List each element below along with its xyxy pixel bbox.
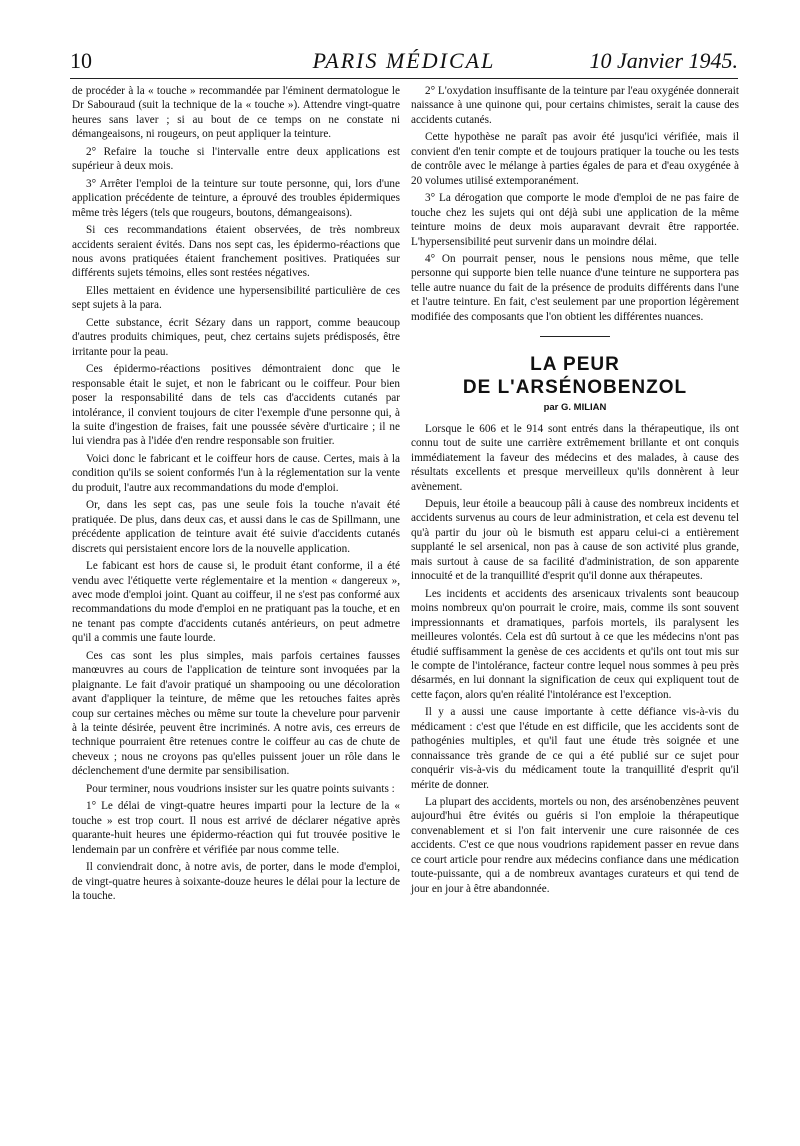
paragraph: Il conviendrait donc, à notre avis, de porter, dans le mode d'emploi, de vingt-quatre heures à soixante-douze heures le délai pour la lecture de la touche. [72, 861, 400, 903]
paragraph: 2° Refaire la touche si l'intervalle entre deux applications est supérieur à deux mois. [72, 145, 400, 173]
paragraph: 4° On pourrait penser, nous le pensions nous même, que telle personne qui supporte bien telle nuance d'une teinture ne supportera pas telle autre nuance du fait de la présence de produits différents dans l'une et l'autre teinture. En fait, c'est seulement par une proportion légèrement modifiée des composants que l'on obtient les différentes nuances. [411, 252, 739, 323]
paragraph: Cette substance, écrit Sézary dans un rapport, comme beaucoup d'autres produits chimiques, peut, chez certains sujets prédisposés, être irritante pour la peau. [72, 316, 400, 358]
paragraph: Le fabicant est hors de cause si, le produit étant conforme, il a été vendu avec l'étiquette verte réglementaire et la mention « dangereux », avec mode d'emploi joint. Quant au coiffeur, il ne s'est pas conformé aux recommandations du mode d'emploi en ne pratiquant pas la touche, et en ne tenant pas compte d'accidents cutanés antérieurs, on peut admetre qu'il a commis une faute lourde. [72, 560, 400, 645]
paragraph: La plupart des accidents, mortels ou non, des arsénobenzènes peuvent aujourd'hui être évités ou guéris si l'on emploie la thérapeutique convenablement et si l'on fait intervenir une cure raisonnée de ces accidents. C'est ce que nous voudrions rapidement passer en revue dans ce court article pour rendre aux médecins confiance dans une médication toute-puissante, qui a de nombreux avantages curateurs et qui tend de jour en jour à être abandonnée. [411, 796, 739, 895]
issue-date: 10 Janvier 1945. [589, 48, 738, 73]
article-byline: par G. MILIAN [543, 402, 607, 414]
paragraph: 1° Le délai de vingt-quatre heures imparti pour la lecture de la « touche » est trop court. Il nous est arrivé de déclarer négative après quarante-huit heures une épidermo-réaction qui fut trouvée positive le lendemain par un confrère et vérifiée par nous comme telle. [72, 800, 400, 856]
paragraph: Si ces recommandations étaient observées, de très nombreux accidents seraient évités. Dans nos sept cas, les épidermo-réactions que nous avons pratiquées étaient franchement positives. Pratiquées sur différents sujets témoins, elles sont restées négatives. [72, 224, 400, 280]
paragraph: Il y a aussi une cause importante à cette défiance vis-à-vis du médicament : c'est que l'étude en est difficile, que les accidents sont de pathogénies multiples, et qu'il faut une étude très soignée et une connaissance très grande de ce qui a été publié sur ce sujet pour conquérir vis-à-vis du médicament toute la tranquillité d'esprit qu'il mérite de donner. [411, 706, 739, 791]
article-title-line-2: DE L'ARSÉNOBENZOL [462, 377, 688, 399]
paragraph: Les incidents et accidents des arsenicaux trivalents sont beaucoup moins nombreux qu'on pourrait le croire, mais, comme ils sont souvent impressionnants et dramatiques, parfois mortels, ils paralysent les meilleures volontés. Cela est dû surtout à ce que les médecins n'ont pas étudié suffisamment la genèse de ces accidents et qu'ils ont tout mis sur le compte de l'intolérance, facteur contre lequel nous sommes à peu près désarmés, en lui donnant la signification de ceux qui expliquent tout de cette façon, alors qu'en réalité l'intolérance est l'exception. [411, 587, 739, 701]
paragraph: Elles mettaient en évidence une hypersensibilité particulière de ces sept sujets à la para. [72, 284, 400, 312]
paragraph: Ces cas sont les plus simples, mais parfois certaines fausses manœuvres au cours de l'application de teinture sont invoquées par la plaignante. Le fait d'avoir pratiqué un shampooing ou une décoloration avant d'appliquer la teinture, de même que les retouches faites après coup sur certaines mèches ou même sur toute la chevelure pour parvenir à la teinte désirée, peuvent être incriminés. A notre avis, ces erreurs de technique pourraient être retenues contre le coiffeur au cas de chute de cheveux ; nous ne croyons pas qu'elles puissent jouer un rôle dans le déclenchement d'une dermite par sensibilisation. [72, 649, 400, 778]
right-column [411, 84, 739, 899]
running-header [70, 46, 738, 79]
paragraph: Pour terminer, nous voudrions insister sur les quatre points suivants : [86, 782, 395, 795]
paragraph: 2° L'oxydation insuffisante de la teinture par l'eau oxygénée donnerait naissance à une quinone qui, pour certains chimistes, serait la cause des accidents cutanés. [411, 85, 739, 126]
section-divider [540, 336, 610, 337]
paragraph: Or, dans les sept cas, pas une seule fois la touche n'avait été pratiquée. De plus, dans deux cas, et aussi dans le cas de Spillmann, une précédente application de teinture avait été suivie d'accidents cutanés discrets qui persistaient encore lors de la nouvelle application. [72, 499, 400, 555]
paragraph: Cette hypothèse ne paraît pas avoir été jusqu'ici vérifiée, mais il convient d'en tenir compte et de toujours pratiquer la touche ou les tests de contrôle avec le mélange à parties égales de para et d'eau oxygénée à 20 volumes utilisé extemporanément. [411, 131, 739, 187]
page-number: 10 [70, 48, 92, 73]
paragraph: Ces épidermo-réactions positives démontraient donc que le responsable était le sujet, et non le fabricant ou le coiffeur. Pour bien poser la responsabilité dans de tels cas d'accidents cutanés par intolérance, il convient toujours de citer l'exemple d'une personne qui, à la suite d'ingestion de fraises, fait une poussée sévère d'urticaire ; il ne lui viendra pas à l'idée d'en rendre responsable son fruitier. [72, 363, 400, 448]
paragraph: Voici donc le fabricant et le coiffeur hors de cause. Certes, mais à la condition qu'ils se soient conformés l'un à la réglementation sur la vente du produit, l'autre aux recommandations du mode d'emploi. [72, 452, 400, 494]
journal-title: PARIS MÉDICAL [312, 48, 496, 73]
paragraph: 3° Arrêter l'emploi de la teinture sur toute personne, qui, lors d'une application précédente de teinture, a éprouvé des troubles épidermiques même très légers (tels que rougeurs, boutons, démangeaisons). [72, 177, 400, 219]
paragraph: de procéder à la « touche » recommandée par l'éminent dermatologue le Dr Sabouraud (suit la technique de la « touche »). Attendre vingt-quatre heures sans laver ; si au bout de ce temps on ne constate ni démangeaisons, ni rougeurs, on peut appliquer la teinture. [72, 85, 400, 141]
paragraph: Lorsque le 606 et le 914 sont entrés dans la thérapeutique, ils ont connu tout de suite une carrière extrêmement brillante et ont conquis immédiatement la faveur des médecins et des malades, à cause des résultats excellents et presque merveilleux qu'ils donnèrent à leur avènement. [411, 422, 739, 493]
left-column [72, 84, 400, 906]
article-title-line-1: LA PEUR [530, 354, 620, 376]
paragraph: Depuis, leur étoile a beaucoup pâli à cause des nombreux incidents et accidents survenus au cours de leur administration, et cela est devenu tel qu'à partir du jour où le bismuth est apparu celui-ci a entièrement supplanté le sel arsenical, non pas à cause de son activité plus grande, mais surtout à cause de sa facilité d'administration, de son apparente innocuité et de la tranquillité d'esprit qu'il donne aux thérapeutes. [411, 497, 739, 583]
paragraph: 3° La dérogation que comporte le mode d'emploi de ne pas faire de touche chez les sujets qui ont déjà subi une application de la même teinture moins de deux mois auparavant devrait être rapportée. L'hypersensibilité peut survenir dans un moindre délai. [411, 192, 739, 248]
